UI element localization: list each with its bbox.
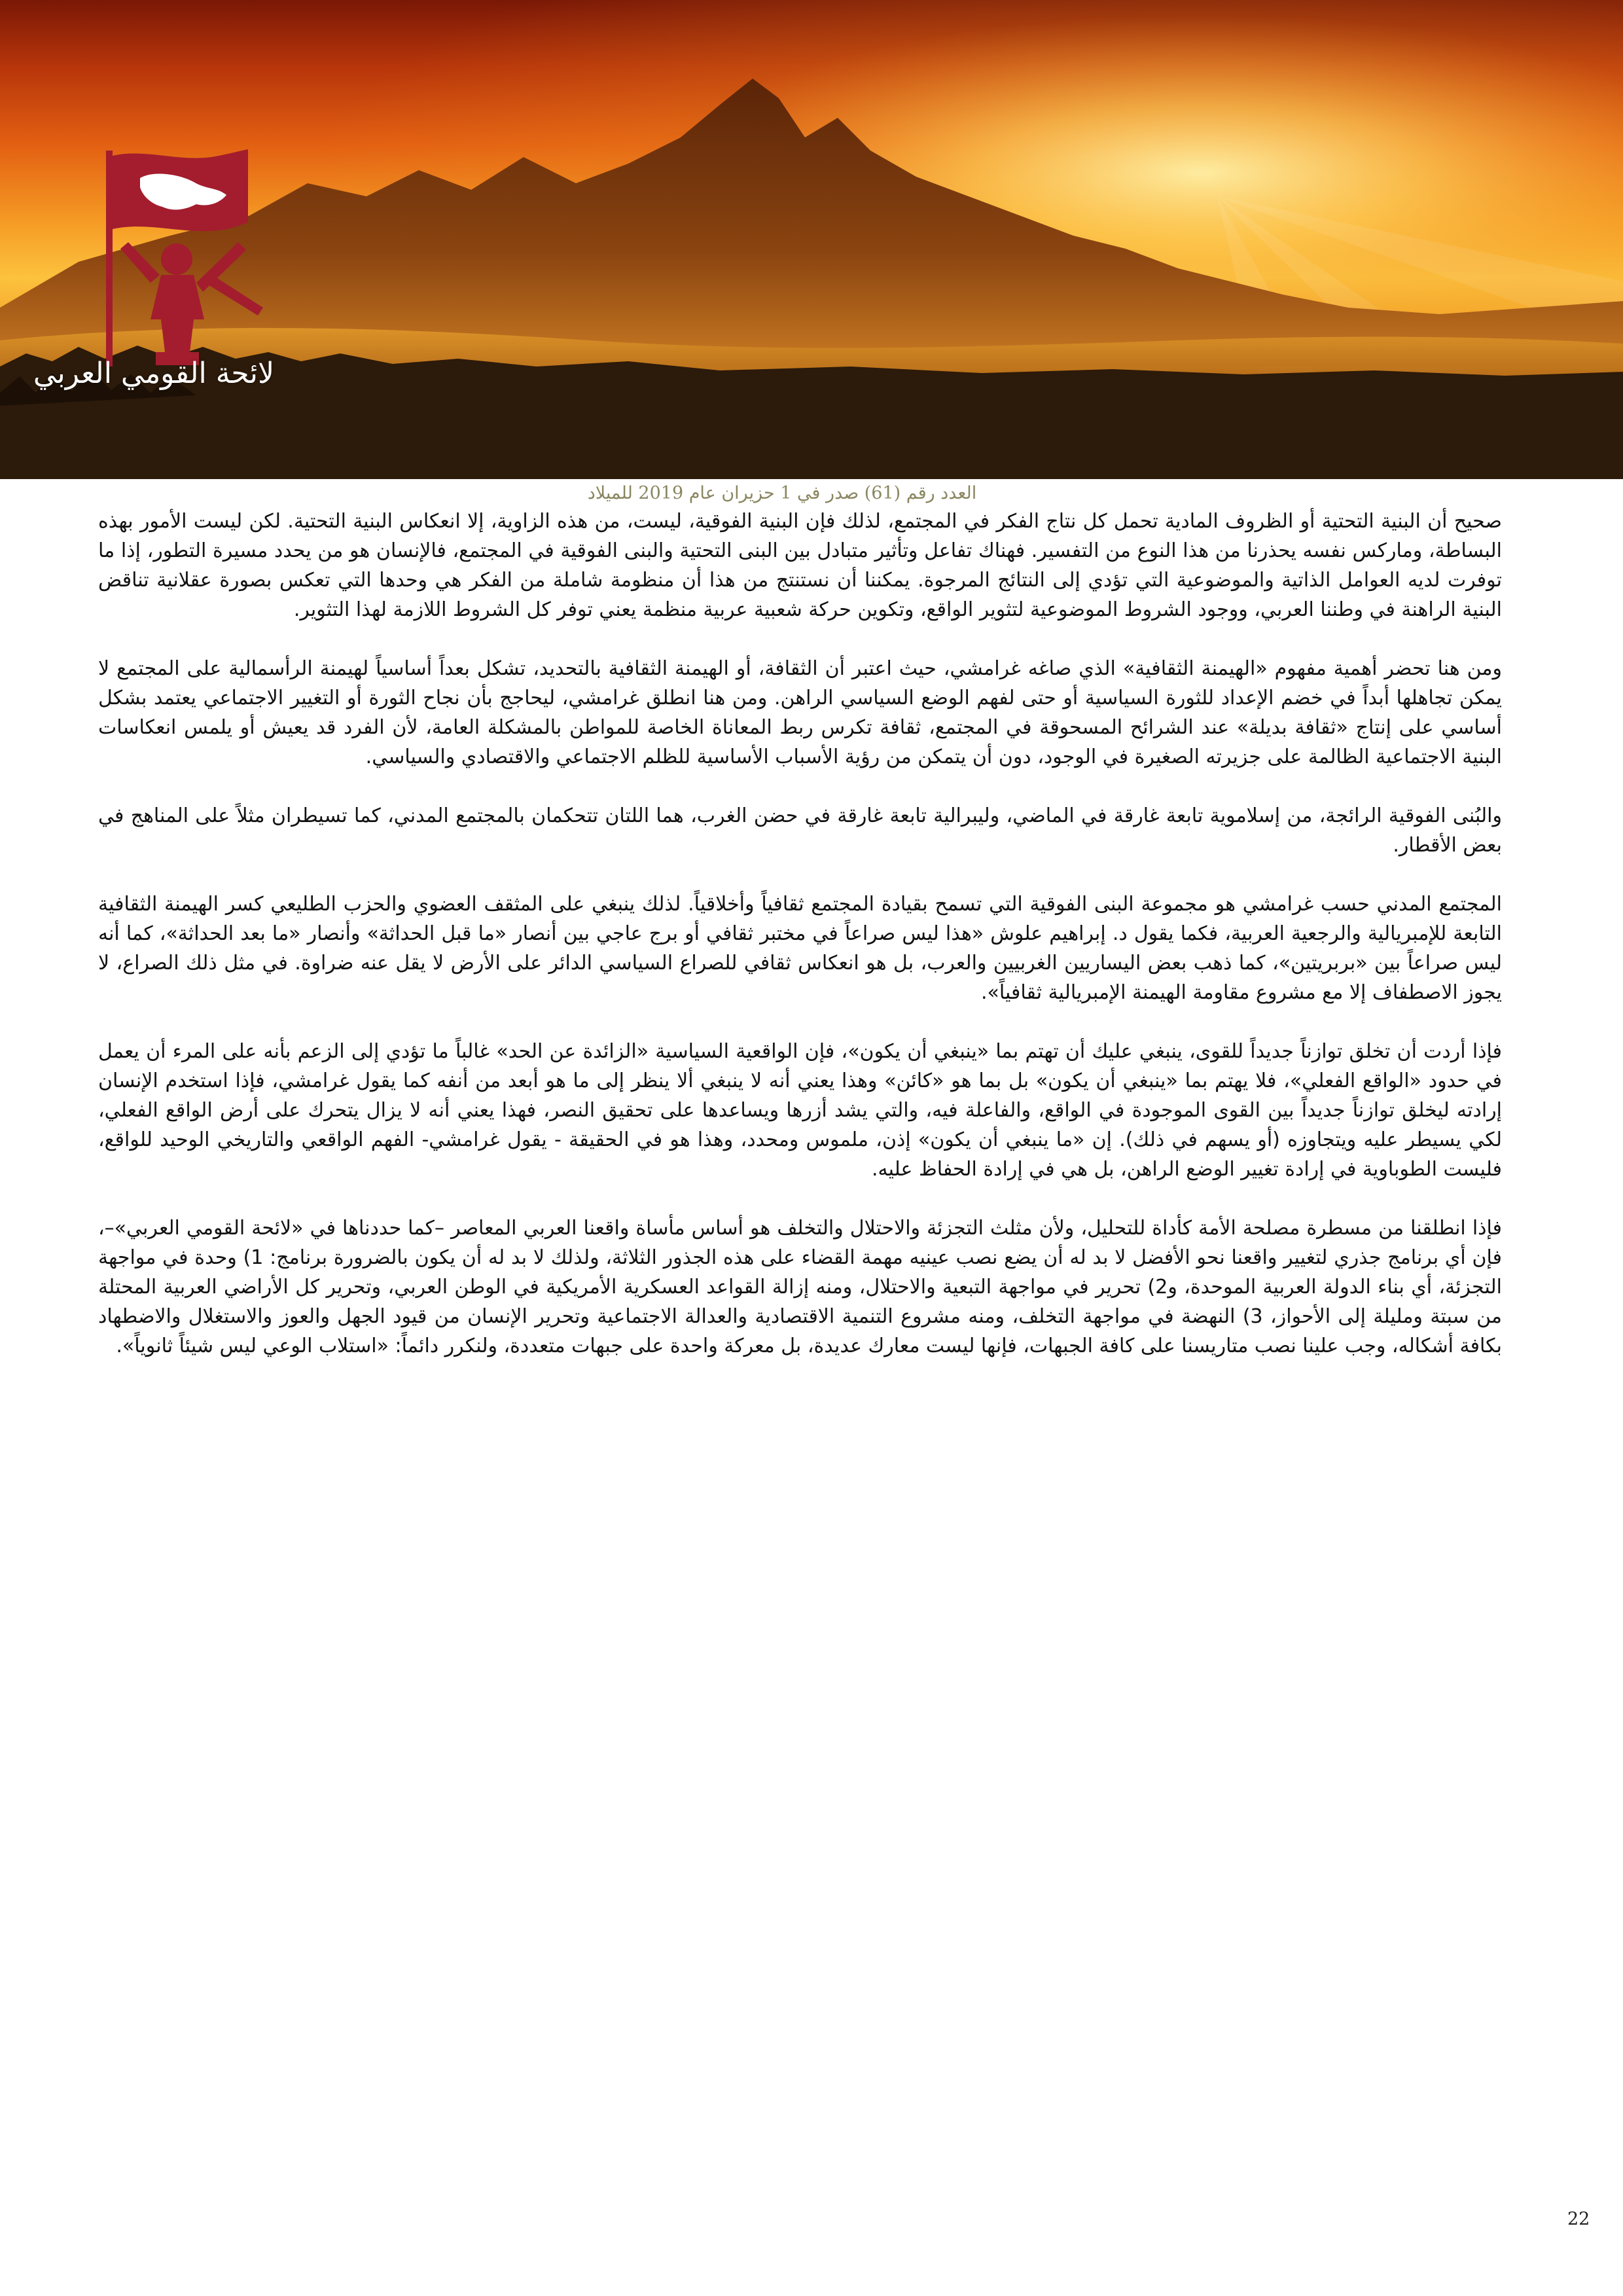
page-number: 22 (1567, 2209, 1590, 2229)
paragraph: صحيح أن البنية التحتية أو الظروف المادية تحمل كل نتاج الفكر في المجتمع، لذلك فإن البنية الفوقية، ليست، من هذه الزاوية، إلا انعكاس البنية التحتية. لكن ليست الأمور بهذه البساطة، وماركس نفسه يحذرنا من هذا النوع من التفسير. فهناك تفاعل وتأثير متبادل بين البنى التحتية والبنى الفوقية في المجتمع، فالإنسان هو من يحدد مسيرة التطور، إذا ما توفرت لديه العوامل الذاتية والموضوعية التي تؤدي إلى النتائج المرجوة. يمكننا أن نستنتج من هذا أن منظومة شاملة من الفكر هي وحدها التي تعكس بصورة عقلانية تناقض البنية الراهنة في وطننا العربي، ووجود الشروط الموضوعية لتثوير الواقع، وتكوين حركة شعبية عربية منظمة يعني توفر كل الشروط اللازمة لهذا التثوير. (98, 510, 1502, 621)
logo-text: لائحة القومي العربي (33, 357, 275, 390)
issue-line: العدد رقم (61) صدر في 1 حزيران عام 2019 للميلاد (587, 483, 977, 503)
paragraph: فإذا انطلقنا من مسطرة مصلحة الأمة كأداة للتحليل، ولأن مثلث التجزئة والاحتلال والتخلف هو أساس مأساة واقعنا العربي المعاصر –كما حددناها في «لائحة القومي العربي»–، فإن أي برنامج جذري لتغيير واقعنا نحو الأفضل لا بد له أن يضع نصب عينيه مهمة القضاء على هذه الجذور الثلاثة، ولذلك لا بد له أن يكون بالضرورة برنامج: 1) وحدة في مواجهة التجزئة، أي بناء الدولة العربية الموحدة، و2) تحرير في مواجهة التبعية والاحتلال، ومنه إزالة القواعد العسكرية الأمريكية في الوطن العربي، وتحرير كل الأراضي العربية المحتلة من سبتة ومليلة إلى الأحواز، 3) النهضة في مواجهة التخلف، ومنه مشروع التنمية الاقتصادية والعدالة الاجتماعية وتحرير الإنسان من قيود الجهل والعوز والاستغلال والاضطهاد بكافة أشكاله، وجب علينا نصب متاريسنا على كافة الجبهات، فإنها ليست معارك عديدة، بل معركة واحدة على جبهات متعددة، ولنكرر دائماً: «استلاب الوعي ليس شيئاً ثانوياً». (98, 1217, 1502, 1357)
paragraph: المجتمع المدني حسب غرامشي هو مجموعة البنى الفوقية التي تسمح بقيادة المجتمع ثقافياً وأخلاقياً. لذلك ينبغي على المثقف العضوي والحزب الطليعي كسر الهيمنة الثقافية التابعة للإمبريالية والرجعية العربية، فكما يقول د. إبراهيم علوش «هذا ليس صراعاً في مختبر ثقافي أو برج عاجي بين أنصار «ما قبل الحداثة» وأنصار «ما بعد الحداثة»، كما أنه ليس صراعاً بين «بربريتين»، كما ذهب بعض اليساريين الغربيين والعرب، بل هو انعكاس ثقافي للصراع السياسي الدائر على الأرض لا يقل عنه ضراوة. في مثل ذلك الصراع، لا يجوز الاصطفاف إلا مع مشروع مقاومة الهيمنة الإمبريالية ثقافياً». (98, 893, 1502, 1004)
paragraph: فإذا أردت أن تخلق توازناً جديداً للقوى، ينبغي عليك أن تهتم بما «ينبغي أن يكون»، فإن الواقعية السياسية «الزائدة عن الحد» غالباً ما تؤدي إلى الزعم بأنه على المرء أن يعمل في حدود «الواقع الفعلي»، فلا يهتم بما «ينبغي أن يكون» بل بما هو «كائن» وهذا يعني أنه لا ينبغي ألا ينظر إلى ما هو أبعد من أنفه كما يقول غرامشي، فإذا استخدم الإنسان إرادته ليخلق توازناً جديداً بين القوى الموجودة في الواقع، والفاعلة فيه، والتي يشد أزرها ويساعدها على تحقيق النصر، فهذا يعني أنه لا يزال يتحرك على أرض الواقع الفعلي، لكي يسيطر عليه ويتجاوزه (أو يسهم في ذلك). إن «ما ينبغي أن يكون» إذن، ملموس ومحدد، وهذا هو في الحقيقة - يقول غرامشي- الفهم الواقعي والتاريخي الوحيد للواقع، فليست الطوباوية في إرادة تغيير الوضع الراهن، بل هي في إرادة الحفاظ عليه. (98, 1040, 1502, 1181)
article-body (98, 507, 1502, 1390)
paragraph: ومن هنا تحضر أهمية مفهوم «الهيمنة الثقافية» الذي صاغه غرامشي، حيث اعتبر أن الثقافة، أو الهيمنة الثقافية بالتحديد، تشكل بعداً أساسياً لهيمنة الرأسمالية على المجتمع لا يمكن تجاهلها أبداً في خضم الإعداد للثورة السياسية أو حتى لفهم الوضع السياسي الراهن. ومن هنا انطلق غرامشي، ليحاجج بأن نجاح الثورة أو التغيير الاجتماعي يعتمد بشكل أساسي على إنتاج «ثقافة بديلة» عند الشرائح المسحوقة في المجتمع، ثقافة تكرس ربط المعاناة الخاصة للمواطن بالمشكلة العامة، لأن الفرد قد يعيش أو يلمس انعكاسات البنية الاجتماعية الظالمة على جزيرته الصغيرة في الوجود، دون أن يتمكن من رؤية الأسباب الأساسية للظلم الاجتماعي والاقتصادي والسياسي. (98, 657, 1502, 768)
header-banner (0, 0, 1623, 479)
paragraph: والبُنى الفوقية الرائجة، من إسلاموية تابعة غارقة في الماضي، وليبرالية تابعة غارقة في حضن الغرب، هما اللتان تتحكمان بالمجتمع المدني، كما تسيطران مثلاً على المناهج في بعض الأقطار. (98, 804, 1502, 857)
